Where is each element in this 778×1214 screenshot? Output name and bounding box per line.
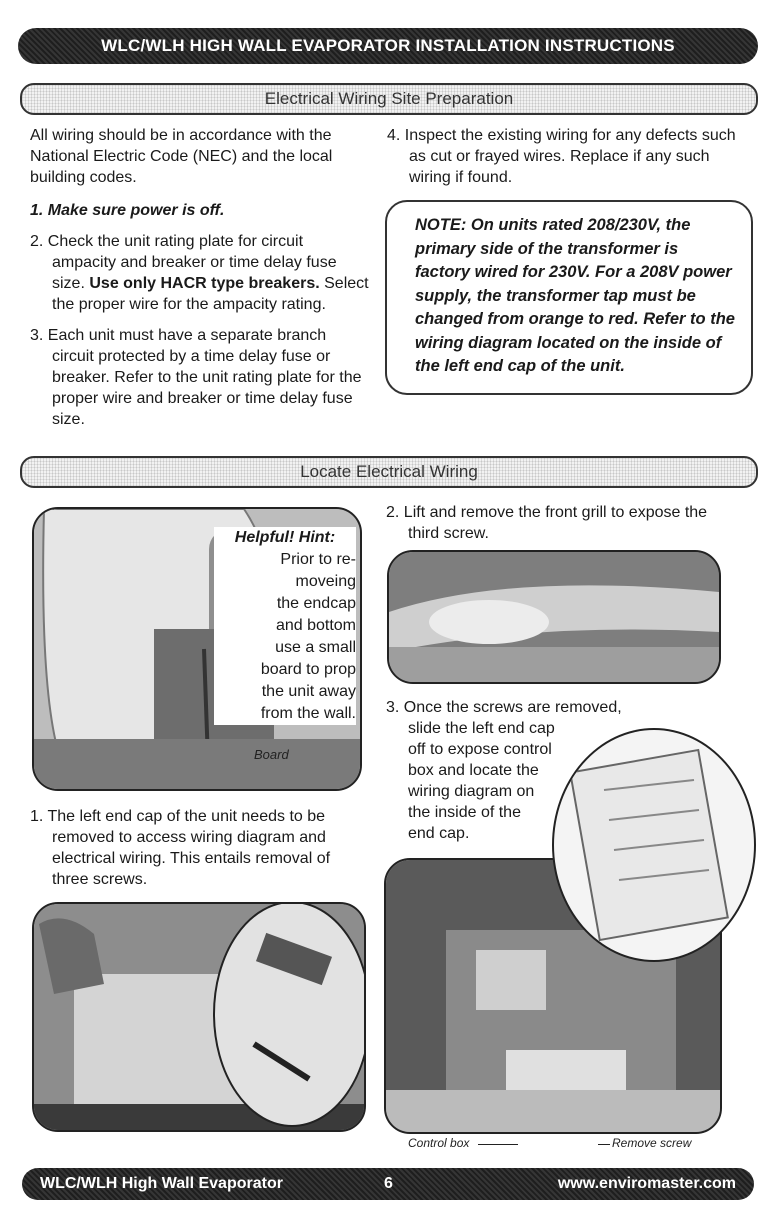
wiring-diagram-inset	[552, 728, 756, 962]
page-banner: WLC/WLH HIGH WALL EVAPORATOR INSTALLATION INSTRUCTIONS	[18, 28, 758, 64]
board-label: Board	[254, 747, 289, 762]
caption-remove-screw: Remove screw	[612, 1136, 692, 1150]
note-box: NOTE: On units rated 208/230V, the primary side of the transformer is factory wired for 230V. For a 208V power supply, the transformer tap must be changed from orange to red. Refer to the wiring diagram located on the inside of the left end cap of the unit.	[385, 200, 753, 395]
right-column-section1	[387, 125, 747, 188]
hint-line-6: board to prop	[260, 661, 356, 678]
photo-screw-removal	[32, 902, 366, 1132]
step-2-text-a: 2. Check the unit rating plate for circuit ampacity and breaker or time delay fuse size.	[30, 233, 337, 292]
caption-control-box: Control box	[408, 1136, 470, 1150]
front-grill-illustration	[389, 552, 719, 682]
step-2	[30, 231, 370, 315]
locate-step-3-line-d: box and locate the	[408, 762, 539, 779]
locate-step-3-line-b: slide the left end cap	[408, 720, 555, 737]
caption-screw-leader	[598, 1144, 610, 1145]
locate-step-1-text: 1. The left end cap of the unit needs to be removed to access wiring diagram and electrical wiring. This entails removal of three screws.	[30, 808, 331, 888]
hint-line-3: the endcap	[276, 595, 356, 612]
step-1-power-off: 1. Make sure power is off.	[30, 202, 225, 219]
hint-line-7: the unit away	[261, 683, 356, 700]
section-title-electrical-wiring-site-preparation: Electrical Wiring Site Preparation	[20, 83, 758, 115]
photo-front-grill	[387, 550, 721, 684]
hint-title: Helpful! Hint:	[234, 529, 336, 546]
footer-product: WLC/WLH High Wall Evaporator	[40, 1175, 283, 1192]
step-3: 3. Each unit must have a separate branch circuit protected by a time delay fuse or breaker. Refer to the unit rating plate for the proper wire and breaker or time delay fuse size.	[30, 327, 362, 428]
step-4: 4. Inspect the existing wiring for any defects such as cut or frayed wires. Replace if any such wiring if found.	[387, 127, 736, 186]
hint-line-2: moveing	[295, 573, 356, 590]
locate-step-3-line-c: off to expose control	[408, 741, 552, 758]
hint-line-1: Prior to re-	[280, 551, 356, 568]
page-footer	[22, 1168, 754, 1200]
locate-step-2	[386, 502, 736, 544]
section-title-locate-electrical-wiring: Locate Electrical Wiring	[20, 456, 758, 488]
photo-unit-propped	[32, 507, 362, 791]
locate-step-2-text: 2. Lift and remove the front grill to expose the third screw.	[386, 504, 708, 542]
hint-line-5: use a small	[275, 639, 356, 656]
left-column-section1	[30, 125, 370, 430]
helpful-hint-box	[214, 527, 356, 725]
intro-paragraph: All wiring should be in accordance with the National Electric Code (NEC) and the local building codes.	[30, 127, 333, 186]
locate-step-3-line-a: 3. Once the screws are removed,	[386, 699, 622, 716]
footer-page-number: 6	[384, 1175, 393, 1192]
hint-line-4: and bottom	[275, 617, 356, 634]
step-2-text-c: Select the proper wire for the ampacity rating.	[52, 275, 369, 313]
step-2-hacr: Use only HACR type breakers.	[89, 275, 320, 292]
locate-step-1	[30, 806, 370, 890]
wiring-diagram-illustration	[554, 730, 754, 960]
locate-step-3-line-g: end cap.	[408, 825, 470, 842]
screw-removal-illustration	[34, 904, 364, 1130]
footer-url[interactable]: www.enviromaster.com	[557, 1175, 736, 1192]
locate-step-3-line-e: wiring diagram on	[408, 783, 535, 800]
caption-control-leader	[478, 1144, 518, 1145]
hint-line-8: from the wall.	[260, 705, 356, 722]
locate-step-3-line-f: the inside of the	[408, 804, 521, 821]
